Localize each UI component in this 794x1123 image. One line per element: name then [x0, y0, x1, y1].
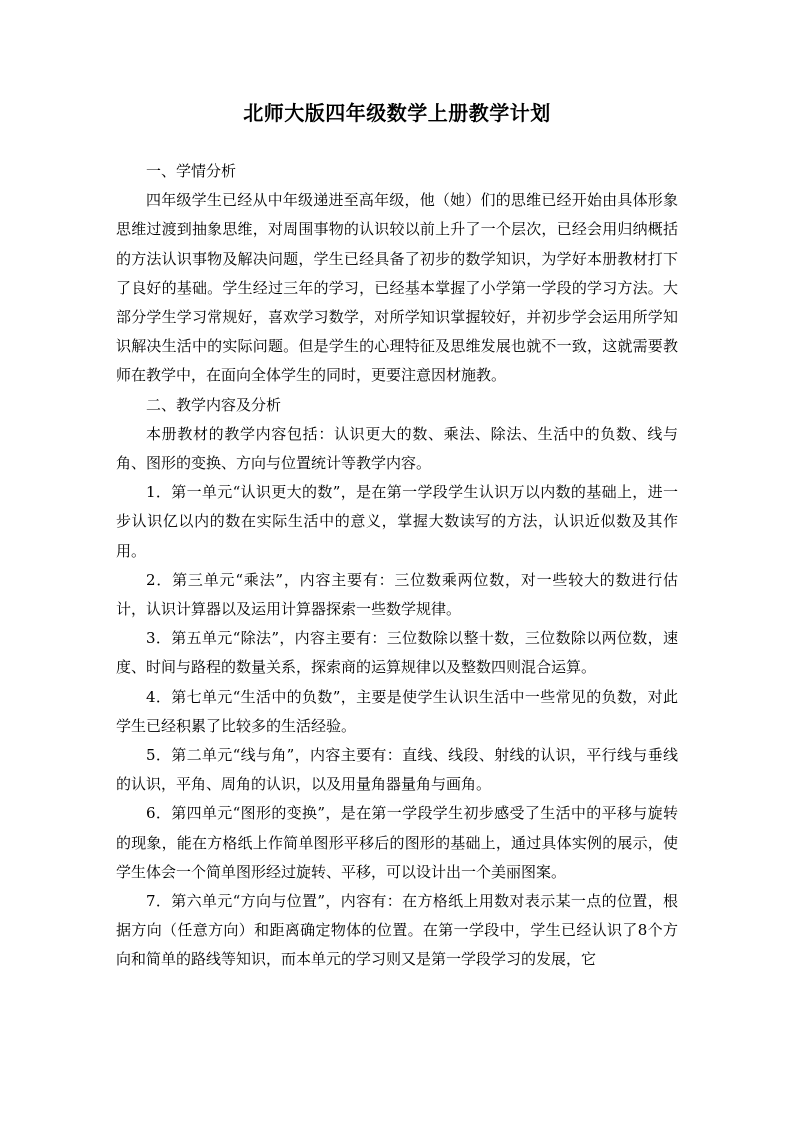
- heading-learning-analysis: 一、学情分析: [146, 162, 237, 180]
- paragraph-content-overview: 本册教材的教学内容包括：认识更大的数、乘法、除法、生活中的负数、线与角、图形的变换、方向与位置统计等教学内容。: [116, 424, 678, 473]
- paragraph-unit-3: 2．第三单元“乘法”，内容主要有：三位数乘两位数，对一些较大的数进行估计，认识计算器以及运用计算器探索一些数学规律。: [116, 570, 678, 619]
- paragraph-unit-1: 1．第一单元“认识更大的数”，是在第一学段学生认识万以内数的基础上，进一步认识亿以内的数在实际生活中的意义，掌握大数读写的方法，认识近似数及其作用。: [116, 483, 678, 560]
- paragraph-unit-5: 3．第五单元“除法”，内容主要有：三位数除以整十数，三位数除以两位数，速度、时间与路程的数量关系，探索商的运算规律以及整数四则混合运算。: [116, 629, 678, 677]
- paragraph-unit-6: 7．第六单元“方向与位置”，内容有：在方格纸上用数对表示某一点的位置，根据方向（任意方向）和距离确定物体的位置。在第一学段中，学生已经认识了8个方向和简单的路线等知识，而本单元的学习则又是第一学段学习的发展，它: [116, 892, 678, 969]
- heading-content-analysis: 二、教学内容及分析: [146, 395, 282, 414]
- paragraph-unit-2: 5．第二单元“线与角”，内容主要有：直线、线段、射线的认识，平行线与垂线的认识，平角、周角的认识，以及用量角器量角与画角。: [116, 746, 678, 794]
- paragraph-learning-analysis: 四年级学生已经从中年级递进至高年级，他（她）们的思维已经开始由具体形象思维过渡到抽象思维，对周围事物的认识较以前上升了一个层次，已经会用归纳概括的方法认识事物及解决问题，学生已经具备了初步的数学知识，为学好本册教材打下了良好的基础。学生经过三年的学习，已经基本掌握了小学第一学段的学习方法。大部分学生学习常规好，喜欢学习数学，对所学知识掌握较好，并初步学会运用所学知识解决生活中的实际问题。但是学生的心理特征及思维发展也就不一致，这就需要教师在教学中，在面向全体学生的同时，更要注意因材施教。: [116, 191, 678, 385]
- paragraph-unit-4: 6．第四单元“图形的变换”，是在第一学段学生初步感受了生活中的平移与旋转的现象，能在方格纸上作简单图形平移后的图形的基础上，通过具体实例的展示，使学生体会一个简单图形经过旋转、平移，可以设计出一个美丽图案。: [116, 804, 678, 881]
- document-title: 北师大版四年级数学上册教学计划: [243, 101, 551, 125]
- document-body: [116, 157, 678, 975]
- paragraph-unit-7: 4．第七单元“生活中的负数”，主要是使学生认识生活中一些常见的负数，对此学生已经积累了比较多的生活经验。: [116, 687, 678, 735]
